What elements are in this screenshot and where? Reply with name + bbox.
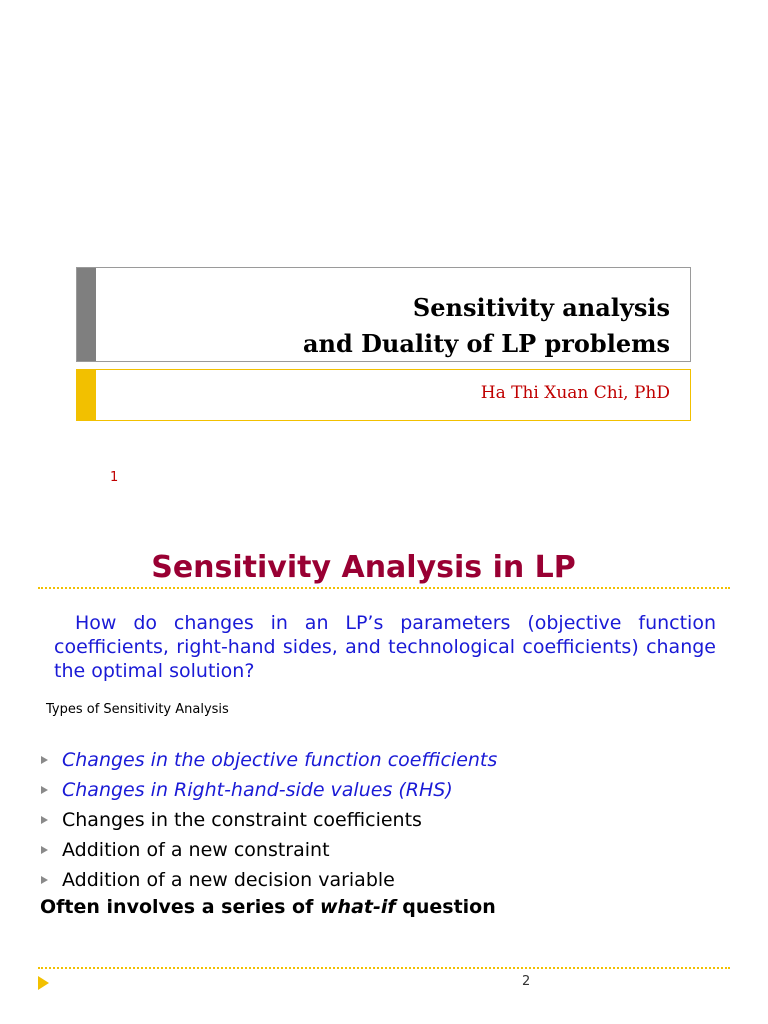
page-number-2: 2 — [522, 974, 531, 989]
conclusion-emphasis: what-if — [319, 896, 396, 918]
bullet-text: Changes in the constraint coefficients — [62, 809, 422, 831]
title-box — [76, 267, 691, 362]
author-name: Ha Thi Xuan Chi, PhD — [480, 383, 670, 403]
footer-arrow-icon — [38, 976, 49, 990]
title-line-2: and Duality of LP problems — [302, 329, 670, 358]
bullet-list — [40, 745, 497, 895]
bullet-text: Addition of a new decision variable — [62, 869, 395, 891]
bullet-text: Changes in the objective function coefficients — [62, 749, 498, 771]
list-item — [40, 805, 497, 835]
page-number-1: 1 — [110, 470, 119, 485]
list-item — [40, 865, 497, 895]
slide-2-title: Sensitivity Analysis in LP — [151, 550, 576, 585]
title-accent-bar — [77, 268, 96, 361]
conclusion-part: Often involves a series of — [40, 896, 320, 918]
bottom-divider — [38, 967, 730, 969]
bullet-triangle-icon — [41, 786, 48, 794]
list-item — [40, 775, 497, 805]
title-line-1: Sensitivity analysis — [412, 293, 670, 322]
top-divider — [38, 587, 730, 589]
conclusion-part: question — [395, 896, 496, 918]
bullet-text: Changes in Right-hand-side values (RHS) — [62, 779, 453, 801]
slide-title — [303, 290, 670, 362]
bullet-text: Addition of a new constraint — [62, 839, 330, 861]
list-item — [40, 835, 497, 865]
bullet-triangle-icon — [41, 876, 48, 884]
question-paragraph: How do changes in an LP’s parameters (objective function coefficients, right-hand sides, and technological coefficients) change the optimal solution? — [54, 612, 716, 682]
subtitle-box — [76, 369, 691, 421]
bullet-triangle-icon — [41, 756, 48, 764]
types-label: Types of Sensitivity Analysis — [46, 702, 229, 717]
subtitle-accent-bar — [77, 370, 96, 420]
bullet-triangle-icon — [41, 846, 48, 854]
bullet-triangle-icon — [41, 816, 48, 824]
list-item — [40, 745, 497, 775]
conclusion-text — [40, 896, 496, 918]
